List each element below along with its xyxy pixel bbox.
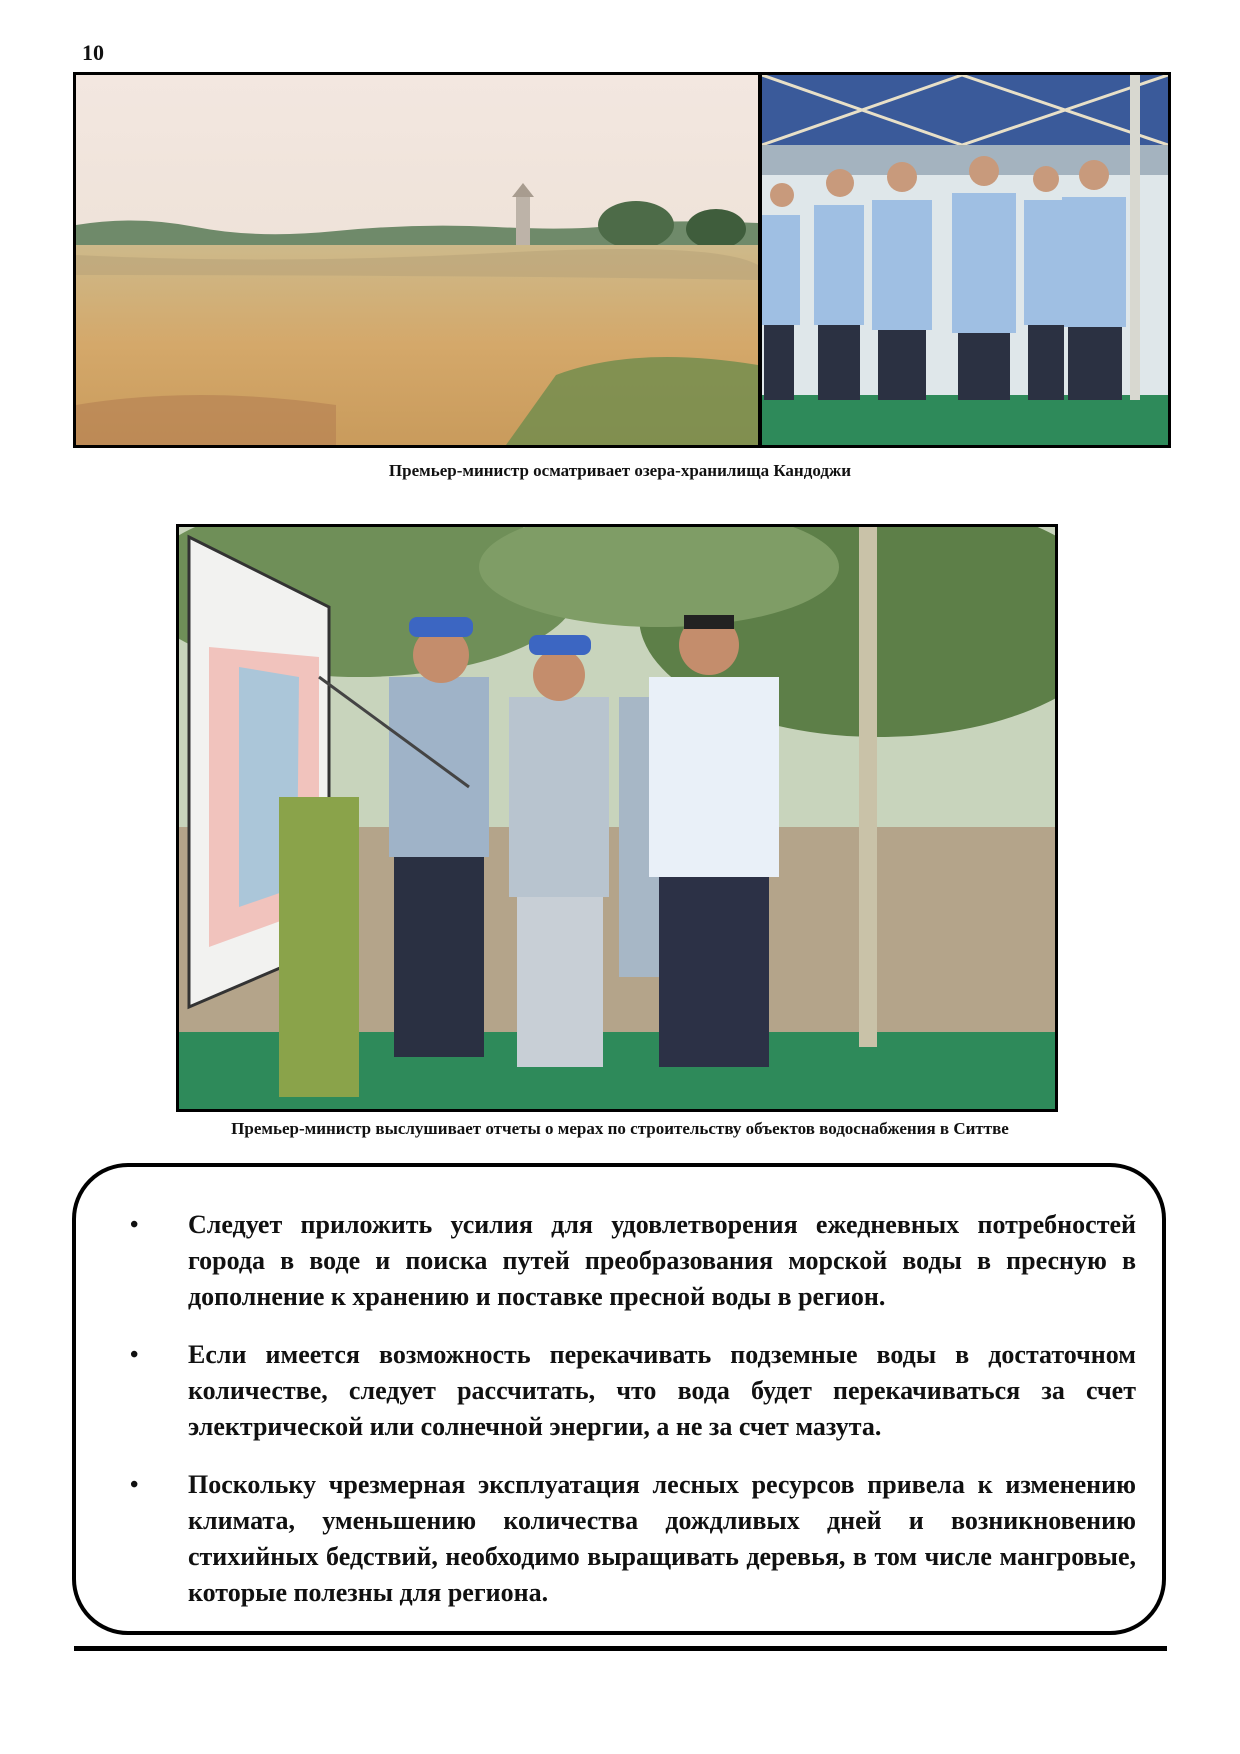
figure-caption-reservoir: Премьер-министр осматривает озера-хранилища Кандоджи: [388, 461, 852, 480]
figure-caption-sittwe: Премьер-министр выслушивает отчеты о мерах по строительству объектов водоснабжения в Ситтве: [231, 1119, 1009, 1138]
bottom-divider: [74, 1646, 1167, 1651]
bullet-icon: •: [130, 1472, 139, 1498]
note-text: Поскольку чрезмерная эксплуатация лесных ресурсов привела к изменению климата, уменьшению количества дождливых дней и возникновению стихийных бедствий, необходимо выращивать деревья, в том числе мангровые, которые полезны для региона.: [188, 1470, 1136, 1607]
officials-inspection-photo: [762, 75, 1168, 445]
note-item: [102, 1467, 1136, 1611]
page-number: 10: [82, 40, 104, 65]
notes-list: [102, 1207, 1136, 1611]
note-text: Если имеется возможность перекачивать подземные воды в достаточном количестве, следует рассчитать, что вода будет перекачиваться за счет электрической или солнечной энергии, а не за счет мазута.: [188, 1340, 1136, 1441]
top-photo-pair: [73, 72, 1171, 448]
note-item: [102, 1207, 1136, 1315]
bullet-icon: •: [130, 1342, 139, 1368]
map-briefing-photo: [176, 524, 1058, 1112]
note-text: Следует приложить усилия для удовлетворения ежедневных потребностей города в воде и поиска путей преобразования морской воды в пресную в дополнение к хранению и поставке пресной воды в регион.: [188, 1210, 1136, 1311]
dry-reservoir-photo: [76, 75, 758, 445]
notes-box: [72, 1163, 1166, 1635]
note-item: [102, 1337, 1136, 1445]
bullet-icon: •: [130, 1212, 139, 1238]
